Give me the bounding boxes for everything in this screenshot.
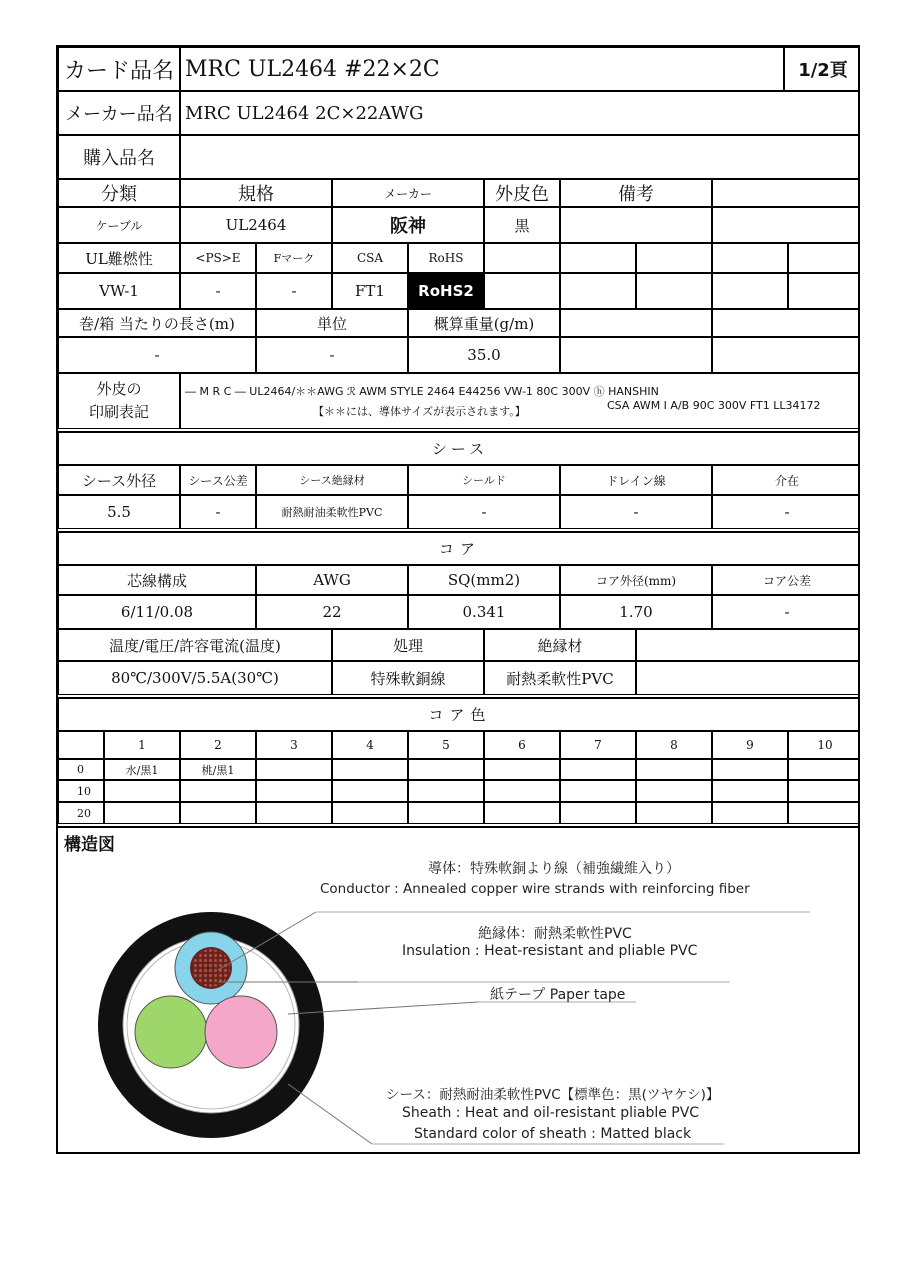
blank-cell: [636, 243, 712, 273]
shield-label: シールド: [408, 465, 560, 495]
strand-construction-label: 芯線構成: [58, 565, 256, 595]
core-color-cell: [484, 802, 560, 824]
length-per-reel-value: -: [58, 337, 256, 373]
blank-cell: [560, 309, 712, 337]
f-mark-value: -: [256, 273, 332, 309]
blank-cell: [712, 243, 788, 273]
core-color-cell: [104, 780, 180, 802]
core-color-col-10: 10: [788, 731, 860, 759]
print-line-1: ― M R C ― UL2464/＊＊AWG ℛ AWM STYLE 2464 E44256 VW-1 80C 300V ⓗ HANSHIN: [185, 385, 659, 398]
sheath-section-title: シース: [58, 431, 860, 465]
weight-value: 35.0: [408, 337, 560, 373]
sheath-insulation-label: シース絶縁材: [256, 465, 408, 495]
core-color-cell: [788, 780, 860, 802]
blank-cell: [788, 273, 860, 309]
core-color-cell: [712, 802, 788, 824]
treatment-value: 特殊軟銅線: [332, 661, 484, 695]
core-color-cell: [712, 759, 788, 780]
unit-label: 単位: [256, 309, 408, 337]
sheath-color-label-en: Standard color of sheath : Matted black: [414, 1126, 692, 1142]
sheath-leader-line: [288, 1084, 372, 1144]
core-color-cell: [484, 780, 560, 802]
core-color-cell: 水/黒1: [104, 759, 180, 780]
filler-value: -: [712, 495, 860, 529]
core-color-cell: [332, 780, 408, 802]
core-color-cell: [332, 802, 408, 824]
core-color-cell: [180, 802, 256, 824]
shield-value: -: [408, 495, 560, 529]
blank-cell: [560, 243, 636, 273]
category-value: ケーブル: [58, 207, 180, 243]
core-color-cell: [408, 780, 484, 802]
structure-diagram-title: 構造図: [64, 835, 115, 855]
core-color-cell: [256, 780, 332, 802]
awg-value: 22: [256, 595, 408, 629]
card-name-value: MRC UL2464 #22×2C: [180, 47, 784, 91]
conductor-label-en: Conductor : Annealed copper wire strands with reinforcing fiber: [320, 881, 750, 897]
print-marking-label-line1: 外皮の: [96, 379, 142, 398]
insulation-label-jp: 絶縁体：耐熱柔軟性PVC: [478, 926, 632, 942]
core-color-cell: [408, 802, 484, 824]
core-color-col-8: 8: [636, 731, 712, 759]
core-color-col-6: 6: [484, 731, 560, 759]
core-color-cell: [636, 780, 712, 802]
core-color-cell: [712, 780, 788, 802]
blank-cell: [712, 337, 860, 373]
core-color-col-7: 7: [560, 731, 636, 759]
core-color-cell: [256, 759, 332, 780]
blank-cell: [636, 273, 712, 309]
page-number: 1/2頁: [784, 47, 860, 91]
unit-value: -: [256, 337, 408, 373]
core-color-cell: [636, 802, 712, 824]
filler-label: 介在: [712, 465, 860, 495]
print-line-3: CSA AWM I A/B 90C 300V FT1 LL34172: [607, 399, 821, 412]
standard-value: UL2464: [180, 207, 332, 243]
core-color-cell: [560, 759, 636, 780]
blank-cell: [484, 243, 560, 273]
core-color-row-label: 10: [58, 780, 104, 802]
rohs-value: RoHS2: [408, 273, 484, 309]
drain-wire-value: -: [560, 495, 712, 529]
filler: [135, 996, 207, 1068]
core-od-value: 1.70: [560, 595, 712, 629]
drain-wire-label: ドレイン線: [560, 465, 712, 495]
rohs-label: RoHS: [408, 243, 484, 273]
sheath-color-label: 外皮色: [484, 179, 560, 207]
weight-label: 概算重量(g/m): [408, 309, 560, 337]
print-marking-label-line2: 印刷表記: [88, 403, 149, 421]
core-color-row-label: 0: [58, 759, 104, 780]
core-color-col-9: 9: [712, 731, 788, 759]
blank-cell: [712, 207, 860, 243]
ul-flame-label: UL難燃性: [58, 243, 180, 273]
maker-name-label: メーカー品名: [58, 91, 180, 135]
spec-sheet: [56, 45, 860, 1154]
paper-tape-label: 紙テープ Paper tape: [490, 987, 626, 1003]
core-color-col-5: 5: [408, 731, 484, 759]
core-color-cell: [788, 802, 860, 824]
core-section-title: コア: [58, 531, 860, 565]
core-color-col-2: 2: [180, 731, 256, 759]
blank-cell: [560, 273, 636, 309]
sheath-od-label: シース外径: [58, 465, 180, 495]
core-color-cell: [180, 780, 256, 802]
blank-cell: [636, 661, 860, 695]
blank-cell: [712, 179, 860, 207]
blank-cell: [560, 337, 712, 373]
strand-construction-value: 6/11/0.08: [58, 595, 256, 629]
blank-cell: [788, 243, 860, 273]
sheath-label-jp: シース：耐熱耐油柔軟性PVC【標準色：黒(ツヤケシ)】: [386, 1087, 720, 1103]
core-color-cell: [636, 759, 712, 780]
sq-label: SQ(mm2): [408, 565, 560, 595]
sheath-color-value: 黒: [484, 207, 560, 243]
core-tolerance-value: -: [712, 595, 860, 629]
structure-diagram: [58, 826, 860, 1154]
sheath-tolerance-label: シース公差: [180, 465, 256, 495]
treatment-label: 処理: [332, 629, 484, 661]
sq-value: 0.341: [408, 595, 560, 629]
print-marking-text: [180, 373, 860, 429]
core-color-cell: [560, 802, 636, 824]
core-color-cell: [408, 759, 484, 780]
rating-label: 温度/電圧/許容電流(温度): [58, 629, 332, 661]
blank-cell: [712, 273, 788, 309]
sheath-tolerance-value: -: [180, 495, 256, 529]
core-tolerance-label: コア公差: [712, 565, 860, 595]
core-color-cell: [332, 759, 408, 780]
conductor-label-jp: 導体：特殊軟銅より線（補強繊維入り）: [428, 861, 680, 877]
remarks-label: 備考: [560, 179, 712, 207]
maker-name-value: MRC UL2464 2C×22AWG: [180, 91, 860, 135]
core-color-cell: [788, 759, 860, 780]
core-color-cell: 桃/黒1: [180, 759, 256, 780]
core-color-col-3: 3: [256, 731, 332, 759]
maker-value: 阪神: [332, 207, 484, 243]
awg-label: AWG: [256, 565, 408, 595]
purchase-name-value: [180, 135, 860, 179]
core-color-row-label: 20: [58, 802, 104, 824]
sheath-od-value: 5.5: [58, 495, 180, 529]
length-per-reel-label: 巻/箱 当たりの長さ(m): [58, 309, 256, 337]
print-marking-label: [58, 373, 180, 429]
card-name-label: カード品名: [58, 47, 180, 91]
core-color-title: コア色: [58, 697, 860, 731]
core-color-col-4: 4: [332, 731, 408, 759]
core-2-insulation: [205, 996, 277, 1068]
core-od-label: コア外径(mm): [560, 565, 712, 595]
remarks-value: [560, 207, 712, 243]
core-color-cell: [560, 780, 636, 802]
maker-label: メーカー: [332, 179, 484, 207]
insulation-material-value: 耐熱柔軟性PVC: [484, 661, 636, 695]
core-1-strands: [192, 949, 230, 987]
ul-flame-value: VW-1: [58, 273, 180, 309]
blank-cell: [636, 629, 860, 661]
pse-label: <PS>E: [180, 243, 256, 273]
standard-label: 規格: [180, 179, 332, 207]
core-color-cell: [256, 802, 332, 824]
sheath-label-en: Sheath : Heat and oil-resistant pliable PVC: [402, 1105, 700, 1121]
purchase-name-label: 購入品名: [58, 135, 180, 179]
pse-value: -: [180, 273, 256, 309]
blank-cell: [484, 273, 560, 309]
csa-value: FT1: [332, 273, 408, 309]
f-mark-label: Fマーク: [256, 243, 332, 273]
core-color-col-1: 1: [104, 731, 180, 759]
rating-value: 80℃/300V/5.5A(30℃): [58, 661, 332, 695]
blank-cell: [712, 309, 860, 337]
sheath-insulation-value: 耐熱耐油柔軟性PVC: [256, 495, 408, 529]
category-label: 分類: [58, 179, 180, 207]
core-color-cell: [484, 759, 560, 780]
print-line-2: 【＊＊には、導体サイズが表示されます。】: [313, 405, 526, 418]
insulation-material-label: 絶縁材: [484, 629, 636, 661]
csa-label: CSA: [332, 243, 408, 273]
core-color-cell: [104, 802, 180, 824]
insulation-label-en: Insulation : Heat-resistant and pliable PVC: [402, 943, 698, 959]
core-color-corner: [58, 731, 104, 759]
